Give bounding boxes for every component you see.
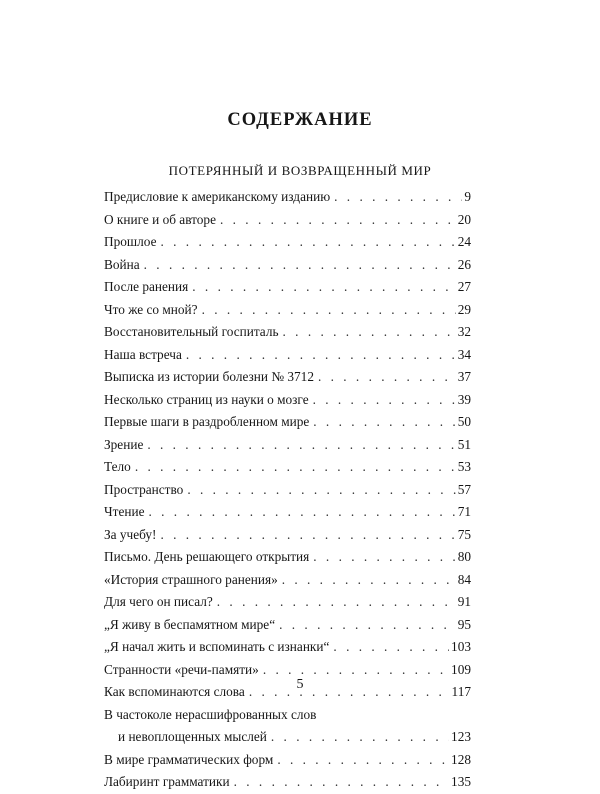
- toc-entry-title: „Я живу в беспамятном мире“: [104, 616, 276, 632]
- toc-entry-title: Лабиринт грамматики: [104, 774, 230, 789]
- leader-dots: [202, 299, 456, 322]
- section-heading: ПОТЕРЯННЫЙ И ВОЗВРАЩЕННЫЙ МИР: [168, 163, 432, 178]
- toc-entry-title: В мире грамматических форм: [104, 751, 274, 767]
- leader-dots: [161, 231, 456, 254]
- toc-entry-title: Восстановительный госпиталь: [104, 324, 279, 339]
- leader-dots: [313, 546, 455, 569]
- toc-entry-page: 29: [457, 301, 471, 317]
- toc-entry: [104, 614, 471, 637]
- toc-entry-page: 26: [457, 256, 471, 272]
- toc-entry-page: 109: [451, 661, 471, 677]
- toc-entry: [104, 366, 471, 389]
- leader-dots: [271, 726, 449, 749]
- toc-entry-title: За учебу!: [104, 526, 157, 542]
- toc-entry-title: Выписка из истории болезни № 3712: [104, 369, 314, 384]
- leader-dots: [283, 321, 456, 344]
- toc-entry-page: 91: [457, 594, 471, 609]
- toc-entry-title: Пространство: [104, 481, 184, 497]
- leader-dots: [220, 209, 456, 232]
- leader-dots: [277, 749, 449, 772]
- leader-dots: [318, 366, 456, 389]
- toc-entry: [104, 704, 471, 749]
- toc-entry: [104, 411, 471, 434]
- toc-entry: [104, 299, 471, 322]
- table-of-contents: [104, 186, 471, 794]
- toc-entry-page: 9: [464, 189, 471, 204]
- toc-entry: [104, 749, 471, 772]
- toc-entry-title: Зрение: [104, 436, 144, 452]
- leader-dots: [313, 411, 455, 434]
- toc-entry: [104, 276, 471, 299]
- toc-entry-page: 53: [457, 459, 471, 474]
- toc-entry-title: Чтение: [104, 504, 145, 519]
- toc-entry-page: 50: [457, 414, 471, 429]
- toc-entry-page: 84: [457, 571, 471, 587]
- page-number: 5: [296, 677, 304, 692]
- toc-entry: [104, 636, 471, 659]
- toc-entry-title: Война: [104, 256, 140, 272]
- toc-entry: [104, 254, 471, 277]
- toc-entry: [104, 209, 471, 232]
- toc-entry-page: 39: [457, 391, 471, 407]
- toc-entry-title: „Я начал жить и вспоминать с изнанки“: [104, 639, 330, 654]
- toc-entry: [104, 344, 471, 367]
- toc-entry-page: 24: [457, 234, 471, 249]
- leader-dots: [217, 591, 456, 614]
- toc-entry-page: 71: [457, 504, 471, 519]
- toc-entry-page: 57: [457, 481, 471, 497]
- toc-entry-page: 20: [457, 211, 471, 227]
- toc-entry-title: О книге и об авторе: [104, 211, 216, 227]
- leader-dots: [279, 614, 456, 637]
- leader-dots: [234, 771, 449, 794]
- toc-entry: [104, 501, 471, 524]
- toc-entry-title: Прошлое: [104, 234, 157, 249]
- toc-entry-title: Как вспоминаются слова: [104, 684, 245, 699]
- toc-entry: [104, 186, 471, 209]
- toc-entry: [104, 479, 471, 502]
- toc-entry-page: 135: [451, 774, 471, 789]
- toc-entry-page: 34: [457, 346, 471, 362]
- toc-entry-page: 128: [451, 751, 471, 767]
- page-title: СОДЕРЖАНИЕ: [227, 110, 373, 130]
- toc-entry-title: Что же со мной?: [104, 301, 198, 317]
- toc-entry: [104, 231, 471, 254]
- leader-dots: [333, 636, 449, 659]
- toc-entry-page: 95: [457, 616, 471, 632]
- toc-entry-title: «История страшного ранения»: [104, 571, 278, 587]
- toc-entry-page: 37: [457, 369, 471, 384]
- toc-entry-page: 32: [457, 324, 471, 339]
- toc-entry-title: Для чего он писал?: [104, 594, 213, 609]
- leader-dots: [160, 524, 455, 547]
- toc-entry: [104, 434, 471, 457]
- toc-entry-page: 80: [457, 549, 471, 564]
- leader-dots: [135, 456, 456, 479]
- leader-dots: [147, 434, 455, 457]
- toc-entry: [104, 321, 471, 344]
- toc-entry-title: Тело: [104, 459, 131, 474]
- leader-dots: [334, 186, 462, 209]
- toc-entry-title: Наша встреча: [104, 346, 182, 362]
- leader-dots: [149, 501, 456, 524]
- toc-entry-page: 27: [457, 279, 471, 294]
- toc-entry-page: 75: [457, 526, 471, 542]
- toc-entry-title: Первые шаги в раздробленном мире: [104, 414, 310, 429]
- leader-dots: [187, 479, 455, 502]
- leader-dots: [282, 569, 456, 592]
- toc-entry-title: Странности «речи-памяти»: [104, 661, 259, 677]
- toc-entry-page: 51: [457, 436, 471, 452]
- toc-entry-page: 103: [451, 639, 471, 654]
- toc-entry-title-line2: и невоплощенных мыслей: [118, 729, 267, 744]
- leader-dots: [144, 254, 456, 277]
- toc-entry-page: 117: [451, 684, 471, 699]
- toc-entry: [104, 771, 471, 794]
- leader-dots: [192, 276, 455, 299]
- toc-entry-title: Несколько страниц из науки о мозге: [104, 391, 309, 407]
- toc-entry: [104, 524, 471, 547]
- toc-entry: [104, 456, 471, 479]
- toc-entry: [104, 591, 471, 614]
- toc-entry-title: Предисловие к американскому изданию: [104, 189, 331, 204]
- toc-entry: [104, 389, 471, 412]
- toc-entry-page: 123: [451, 729, 471, 744]
- toc-entry-title: После ранения: [104, 279, 189, 294]
- toc-entry: [104, 546, 471, 569]
- leader-dots: [186, 344, 456, 367]
- toc-entry: [104, 569, 471, 592]
- toc-entry-title-line1: В частоколе нерасшифрованных слов: [104, 706, 317, 722]
- toc-entry-title: Письмо. День решающего открытия: [104, 549, 310, 564]
- leader-dots: [313, 389, 456, 412]
